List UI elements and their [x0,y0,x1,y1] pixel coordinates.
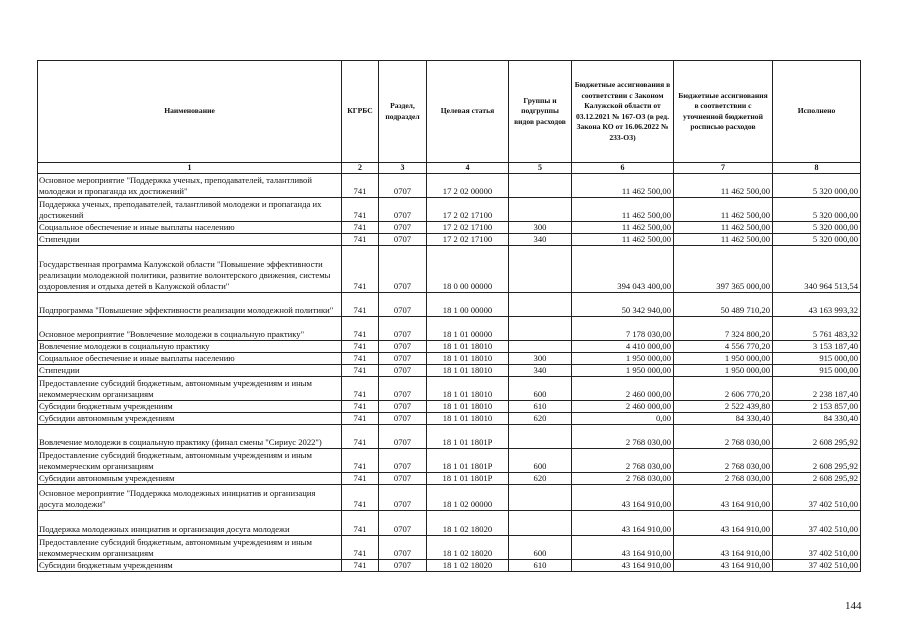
row-group: 620 [509,473,572,485]
row-group: 340 [509,234,572,246]
row-executed: 5 320 000,00 [773,198,861,222]
row-name: Подпрограмма "Повышение эффективности реализации молодежной политики" [38,293,342,317]
page-number: 144 [845,600,862,612]
row-section: 0707 [379,485,427,511]
row-executed: 5 320 000,00 [773,234,861,246]
header-name: Наименование [38,61,342,163]
row-group [509,198,572,222]
row-refined: 2 522 439,80 [674,401,773,413]
budget-table-sheet [37,60,860,572]
row-refined: 43 164 910,00 [674,485,773,511]
row-approved: 0,00 [572,413,674,425]
table-row [38,222,861,234]
row-name: Субсидии бюджетным учреждениям [38,560,342,572]
row-approved: 1 950 000,00 [572,365,674,377]
row-section: 0707 [379,222,427,234]
header-kgrbs: КГРБС [342,61,379,163]
table-row [38,365,861,377]
row-kgrbs: 741 [342,341,379,353]
row-approved: 11 462 500,00 [572,234,674,246]
row-target: 17 2 02 17100 [427,234,509,246]
row-executed: 5 320 000,00 [773,174,861,198]
row-kgrbs: 741 [342,174,379,198]
row-name: Предоставление субсидий бюджетным, автономным учреждениям и иным некоммерческим организациям [38,377,342,401]
row-kgrbs: 741 [342,377,379,401]
row-target: 17 2 02 17100 [427,198,509,222]
row-section: 0707 [379,174,427,198]
row-executed: 37 402 510,00 [773,485,861,511]
row-executed: 43 163 993,32 [773,293,861,317]
row-section: 0707 [379,293,427,317]
row-target: 18 1 01 18010 [427,353,509,365]
row-group [509,425,572,449]
row-refined: 11 462 500,00 [674,234,773,246]
row-executed: 2 608 295,92 [773,425,861,449]
row-target: 17 2 02 00000 [427,174,509,198]
row-target: 18 1 02 18020 [427,536,509,560]
row-kgrbs: 741 [342,234,379,246]
row-kgrbs: 741 [342,198,379,222]
row-refined: 1 950 000,00 [674,353,773,365]
row-kgrbs: 741 [342,473,379,485]
row-name: Основное мероприятие "Вовлечение молодежи в социальную практику" [38,317,342,341]
table-body [38,174,861,572]
row-approved: 50 342 940,00 [572,293,674,317]
row-refined: 2 768 030,00 [674,449,773,473]
row-name: Субсидии автономным учреждениям [38,413,342,425]
row-approved: 1 950 000,00 [572,353,674,365]
row-section: 0707 [379,341,427,353]
row-section: 0707 [379,560,427,572]
row-group [509,341,572,353]
row-approved: 43 164 910,00 [572,511,674,536]
budget-table [37,60,861,572]
table-row [38,234,861,246]
row-group [509,317,572,341]
table-row [38,560,861,572]
row-executed: 5 320 000,00 [773,222,861,234]
row-name: Основное мероприятие "Поддержка молодежных инициатив и организация досуга молодежи" [38,485,342,511]
row-refined: 2 606 770,20 [674,377,773,401]
row-section: 0707 [379,234,427,246]
header-executed: Исполнено [773,61,861,163]
table-row [38,341,861,353]
row-refined: 4 556 770,20 [674,341,773,353]
row-refined: 397 365 000,00 [674,246,773,293]
row-group [509,246,572,293]
header-section: Раздел, подраздел [379,61,427,163]
row-name: Стипендии [38,234,342,246]
row-kgrbs: 741 [342,293,379,317]
row-refined: 43 164 910,00 [674,536,773,560]
row-target: 18 0 00 00000 [427,246,509,293]
row-executed: 2 238 187,40 [773,377,861,401]
row-target: 18 1 02 18020 [427,511,509,536]
row-group: 300 [509,353,572,365]
row-target: 18 1 02 00000 [427,485,509,511]
row-group: 300 [509,222,572,234]
column-number: 6 [572,163,674,174]
row-group [509,293,572,317]
row-target: 18 1 01 1801Р [427,473,509,485]
row-refined: 50 489 710,20 [674,293,773,317]
table-row [38,425,861,449]
row-target: 18 1 01 18010 [427,401,509,413]
table-row [38,511,861,536]
row-group: 340 [509,365,572,377]
row-executed: 37 402 510,00 [773,536,861,560]
row-name: Вовлечение молодежи в социальную практику [38,341,342,353]
row-group: 600 [509,449,572,473]
row-group: 620 [509,413,572,425]
row-executed: 2 608 295,92 [773,473,861,485]
row-target: 18 1 01 00000 [427,317,509,341]
column-number: 4 [427,163,509,174]
row-executed: 340 964 513,54 [773,246,861,293]
row-name: Вовлечение молодежи в социальную практику (финал смены "Сириус 2022") [38,425,342,449]
row-kgrbs: 741 [342,485,379,511]
row-section: 0707 [379,536,427,560]
column-number: 8 [773,163,861,174]
row-group: 610 [509,401,572,413]
header-refined: Бюджетные ассигнования в соответствии с уточненной бюджетной росписью расходов [674,61,773,163]
row-target: 18 1 01 18010 [427,377,509,401]
table-header-row [38,61,861,163]
row-section: 0707 [379,377,427,401]
row-kgrbs: 741 [342,425,379,449]
row-name: Субсидии бюджетным учреждениям [38,401,342,413]
row-approved: 2 768 030,00 [572,449,674,473]
row-name: Поддержка ученых, преподавателей, талантливой молодежи и пропаганда их достижений [38,198,342,222]
row-target: 17 2 02 17100 [427,222,509,234]
row-executed: 84 330,40 [773,413,861,425]
table-row [38,246,861,293]
table-row [38,293,861,317]
row-name: Государственная программа Калужской области "Повышение эффективности реализации молодежной политики, развитие волонтерского движения, системы оздоровления и отдыха детей в Калужской области" [38,246,342,293]
row-section: 0707 [379,449,427,473]
row-group [509,485,572,511]
row-kgrbs: 741 [342,401,379,413]
row-approved: 43 164 910,00 [572,560,674,572]
row-executed: 2 608 295,92 [773,449,861,473]
row-refined: 11 462 500,00 [674,198,773,222]
table-row [38,413,861,425]
row-kgrbs: 741 [342,222,379,234]
row-approved: 4 410 000,00 [572,341,674,353]
row-name: Субсидии автономным учреждениям [38,473,342,485]
row-approved: 2 460 000,00 [572,401,674,413]
table-row [38,536,861,560]
row-target: 18 1 01 18010 [427,413,509,425]
table-row [38,401,861,413]
row-target: 18 1 01 1801Р [427,449,509,473]
table-row [38,449,861,473]
row-kgrbs: 741 [342,449,379,473]
row-group: 600 [509,536,572,560]
row-section: 0707 [379,365,427,377]
row-group: 610 [509,560,572,572]
row-approved: 43 164 910,00 [572,485,674,511]
row-section: 0707 [379,511,427,536]
column-number: 3 [379,163,427,174]
row-group [509,174,572,198]
row-name: Стипендии [38,365,342,377]
row-refined: 7 324 800,20 [674,317,773,341]
row-refined: 84 330,40 [674,413,773,425]
row-refined: 43 164 910,00 [674,560,773,572]
row-refined: 43 164 910,00 [674,511,773,536]
row-executed: 2 153 857,00 [773,401,861,413]
row-refined: 2 768 030,00 [674,473,773,485]
row-kgrbs: 741 [342,560,379,572]
row-name: Поддержка молодежных инициатив и организация досуга молодежи [38,511,342,536]
row-approved: 2 460 000,00 [572,377,674,401]
row-approved: 2 768 030,00 [572,473,674,485]
row-kgrbs: 741 [342,511,379,536]
row-executed: 915 000,00 [773,353,861,365]
table-row [38,353,861,365]
row-section: 0707 [379,401,427,413]
row-group: 600 [509,377,572,401]
column-number: 5 [509,163,572,174]
row-name: Социальное обеспечение и иные выплаты населению [38,353,342,365]
row-kgrbs: 741 [342,246,379,293]
column-number-row [38,163,861,174]
row-approved: 11 462 500,00 [572,198,674,222]
table-row [38,473,861,485]
row-approved: 11 462 500,00 [572,174,674,198]
row-approved: 2 768 030,00 [572,425,674,449]
row-section: 0707 [379,473,427,485]
row-group [509,511,572,536]
row-section: 0707 [379,317,427,341]
row-target: 18 1 01 1801Р [427,425,509,449]
row-approved: 11 462 500,00 [572,222,674,234]
row-section: 0707 [379,413,427,425]
row-kgrbs: 741 [342,365,379,377]
row-refined: 11 462 500,00 [674,222,773,234]
row-executed: 5 761 483,32 [773,317,861,341]
row-section: 0707 [379,246,427,293]
row-name: Предоставление субсидий бюджетным, автономным учреждениям и иным некоммерческим организациям [38,536,342,560]
row-target: 18 1 01 18010 [427,341,509,353]
row-kgrbs: 741 [342,353,379,365]
table-row [38,317,861,341]
row-section: 0707 [379,198,427,222]
row-target: 18 1 01 18010 [427,365,509,377]
row-executed: 3 153 187,40 [773,341,861,353]
table-row [38,174,861,198]
row-kgrbs: 741 [342,413,379,425]
row-approved: 43 164 910,00 [572,536,674,560]
row-name: Основное мероприятие "Поддержка ученых, преподавателей, талантливой молодежи и пропаганда их достижений" [38,174,342,198]
row-refined: 11 462 500,00 [674,174,773,198]
row-target: 18 1 00 00000 [427,293,509,317]
table-row [38,198,861,222]
column-number: 2 [342,163,379,174]
row-approved: 394 043 400,00 [572,246,674,293]
row-executed: 37 402 510,00 [773,511,861,536]
row-name: Предоставление субсидий бюджетным, автономным учреждениям и иным некоммерческим организациям [38,449,342,473]
row-name: Социальное обеспечение и иные выплаты населению [38,222,342,234]
row-target: 18 1 02 18020 [427,560,509,572]
header-groups: Группы и подгруппы видов расходов [509,61,572,163]
header-target: Целевая статья [427,61,509,163]
table-row [38,485,861,511]
row-kgrbs: 741 [342,536,379,560]
column-number: 1 [38,163,342,174]
row-executed: 37 402 510,00 [773,560,861,572]
row-approved: 7 178 030,00 [572,317,674,341]
row-executed: 915 000,00 [773,365,861,377]
row-refined: 2 768 030,00 [674,425,773,449]
header-approved: Бюджетные ассигнования в соответствии с Законом Калужской области от 03.12.2021 № 167-ОЗ (в ред. Закона КО от 16.06.2022 № 233-ОЗ) [572,61,674,163]
row-refined: 1 950 000,00 [674,365,773,377]
column-number: 7 [674,163,773,174]
row-section: 0707 [379,425,427,449]
table-row [38,377,861,401]
row-section: 0707 [379,353,427,365]
row-kgrbs: 741 [342,317,379,341]
